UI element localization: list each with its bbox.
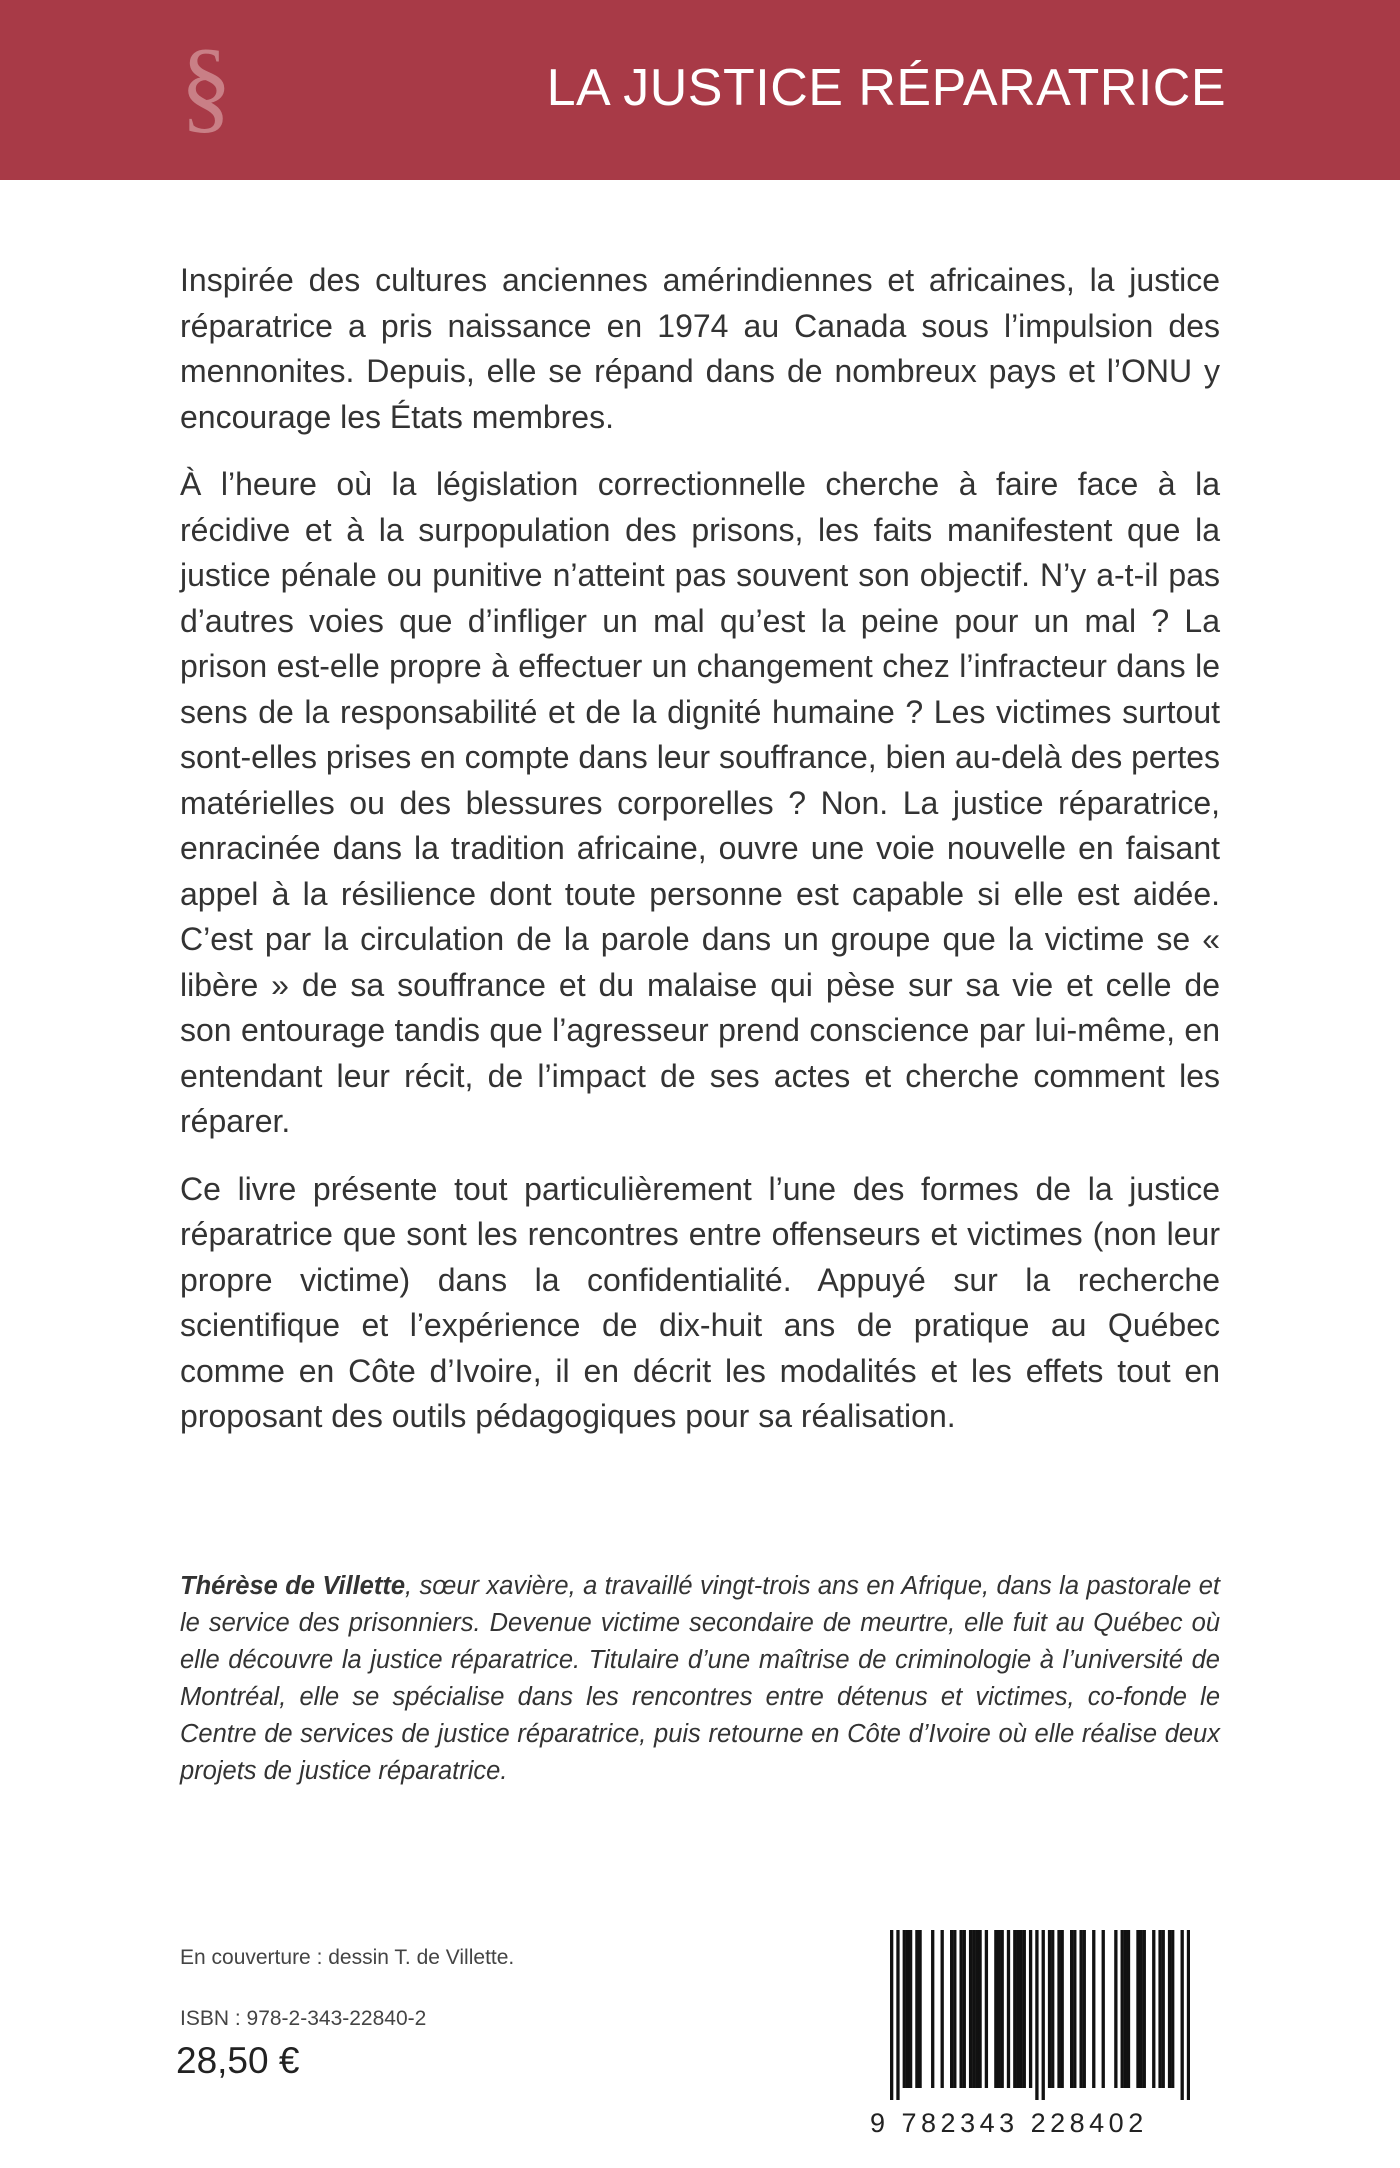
barcode-bar: [1121, 1930, 1124, 2088]
header-banner: [0, 0, 1400, 180]
barcode-bar: [1162, 1930, 1165, 2088]
barcode-bar: [1073, 1930, 1076, 2088]
barcode-bar: [909, 1930, 912, 2088]
barcode-bar: [1042, 1930, 1045, 2100]
barcode-bar: [1158, 1930, 1161, 2088]
barcode-bar: [997, 1930, 1000, 2088]
barcode-bar: [1124, 1930, 1127, 2088]
barcode-digits: 9 782343 228402: [870, 2108, 1148, 2138]
barcode-bar: [985, 1930, 988, 2088]
blurb-paragraph: À l’heure où la législation correctionnelle cherche à faire face à la récidive et à la surpopulation des prisons, les faits manifestent que la justice pénale ou punitive n’atteint pas souvent son objectif. N’y a-t-il pas d’autres voies que d’infliger un mal qu’est la peine pour un mal ? La prison est-elle propre à effectuer un changement chez l’infracteur dans le sens de la responsabilité et de la dignité humaine ? Les victimes surtout sont-elles prises en compte dans leur souffrance, bien au-delà des pertes matérielles ou des blessures corporelles ? Non. La justice réparatrice, enracinée dans la tradition africaine, ouvre une voie nouvelle en faisant appel à la résilience dont toute personne est capable si elle est aidée. C’est par la circulation de la parole dans un groupe que la victime se « libère » de sa souffrance et du malaise qui pèse sur sa vie et celle de son entourage tandis que l’agresseur prend conscience par lui-même, en entendant leur récit, de l’impact de ses actes et cherche comment les réparer.: [180, 466, 1221, 1139]
barcode-bar: [953, 1930, 956, 2088]
barcode-bar: [1048, 1930, 1051, 2088]
barcode-bar: [1061, 1930, 1064, 2088]
section-sign-icon: §: [180, 28, 232, 143]
author-bio-text: , sœur xavière, a travaillé vingt-trois ans en Afrique, dans la pastorale et le service des prisonniers. Devenue victime secondaire de meurtre, elle fuit au Québec où elle découvre la justice réparatrice. Titulaire d’une maîtrise de criminologie à l’université de Montréal, elle se spécialise dans les rencontres entre détenus et victimes, co-fonde le Centre de services de justice réparatrice, puis retourne en Côte d’Ivoire où elle réalise deux projets de justice réparatrice.: [180, 1572, 1220, 1785]
cover-credit: En couverture : dessin T. de Villette.: [180, 1946, 515, 1969]
author-bio: [180, 1568, 1220, 1790]
barcode-bar: [1070, 1930, 1073, 2088]
blurb: [180, 258, 1220, 1462]
page-title: LA JUSTICE RÉPARATRICE: [546, 59, 1226, 117]
barcode-bar: [1181, 1930, 1184, 2100]
barcode-bar: [906, 1930, 909, 2088]
barcode-bar: [918, 1930, 921, 2088]
barcode-bar: [1092, 1930, 1095, 2088]
author-name: Thérèse de Villette: [180, 1572, 406, 1600]
barcode-bar: [1083, 1930, 1086, 2088]
isbn: ISBN : 978-2-343-22840-2: [180, 2007, 427, 2030]
blurb-paragraph: Ce livre présente tout particulièrement l’une des formes de la justice réparatrice que sont les rencontres entre offenseurs et victimes (non leur propre victime) dans la confidentialité. Appuyé sur la recherche scientifique et l’expérience de dix-huit ans de pratique au Québec comme en Côte d’Ivoire, il en décrit les modalités et les effets tout en proposant des outils pédagogiques pour sa réalisation.: [180, 1170, 1220, 1434]
barcode-bar: [903, 1930, 906, 2088]
barcode-bar: [950, 1930, 953, 2088]
barcode-bar: [1127, 1930, 1130, 2088]
barcode-bar: [975, 1930, 978, 2088]
barcode-bar: [941, 1930, 944, 2088]
barcode-bar: [1152, 1930, 1155, 2088]
barcode-bar: [1136, 1930, 1139, 2088]
barcode-bar: [1051, 1930, 1054, 2088]
barcode-bar: [1143, 1930, 1146, 2088]
barcode-bar: [896, 1930, 899, 2100]
barcode-bar: [978, 1930, 981, 2088]
barcode-bar: [1019, 1930, 1022, 2088]
barcode-bar: [1187, 1930, 1190, 2100]
barcode: [890, 1930, 1190, 2100]
price: 28,50 €: [176, 2040, 300, 2081]
barcode-bar: [963, 1930, 966, 2088]
barcode-bar: [1114, 1930, 1117, 2088]
barcode-bar: [1168, 1930, 1171, 2088]
barcode-bar: [1035, 1930, 1038, 2100]
barcode-bar: [915, 1930, 918, 2088]
barcode-bar: [972, 1930, 975, 2088]
barcode-bar: [1016, 1930, 1019, 2088]
blurb-paragraph: Inspirée des cultures anciennes amérindiennes et africaines, la justice réparatrice a pris naissance en 1974 au Canada sous l’impulsion des mennonites. Depuis, elle se répand dans de nombreux pays et l’ONU y encourage les États membres.: [180, 262, 1220, 435]
barcode-bar: [969, 1930, 972, 2088]
barcode-bar: [1171, 1930, 1174, 2088]
barcode-bar: [1102, 1930, 1105, 2088]
barcode-bar: [959, 1930, 962, 2088]
barcode-bar: [931, 1930, 934, 2088]
barcode-bar: [994, 1930, 997, 2088]
barcode-bar: [1139, 1930, 1142, 2088]
barcode-bars: [890, 1930, 1190, 2100]
barcode-bar: [890, 1930, 893, 2100]
barcode-bar: [1057, 1930, 1060, 2088]
barcode-bar: [1013, 1930, 1016, 2088]
barcode-bar: [1029, 1930, 1032, 2088]
barcode-bar: [1079, 1930, 1082, 2088]
barcode-bar: [1023, 1930, 1026, 2088]
barcode-bar: [1001, 1930, 1004, 2088]
barcode-bar: [1007, 1930, 1010, 2088]
